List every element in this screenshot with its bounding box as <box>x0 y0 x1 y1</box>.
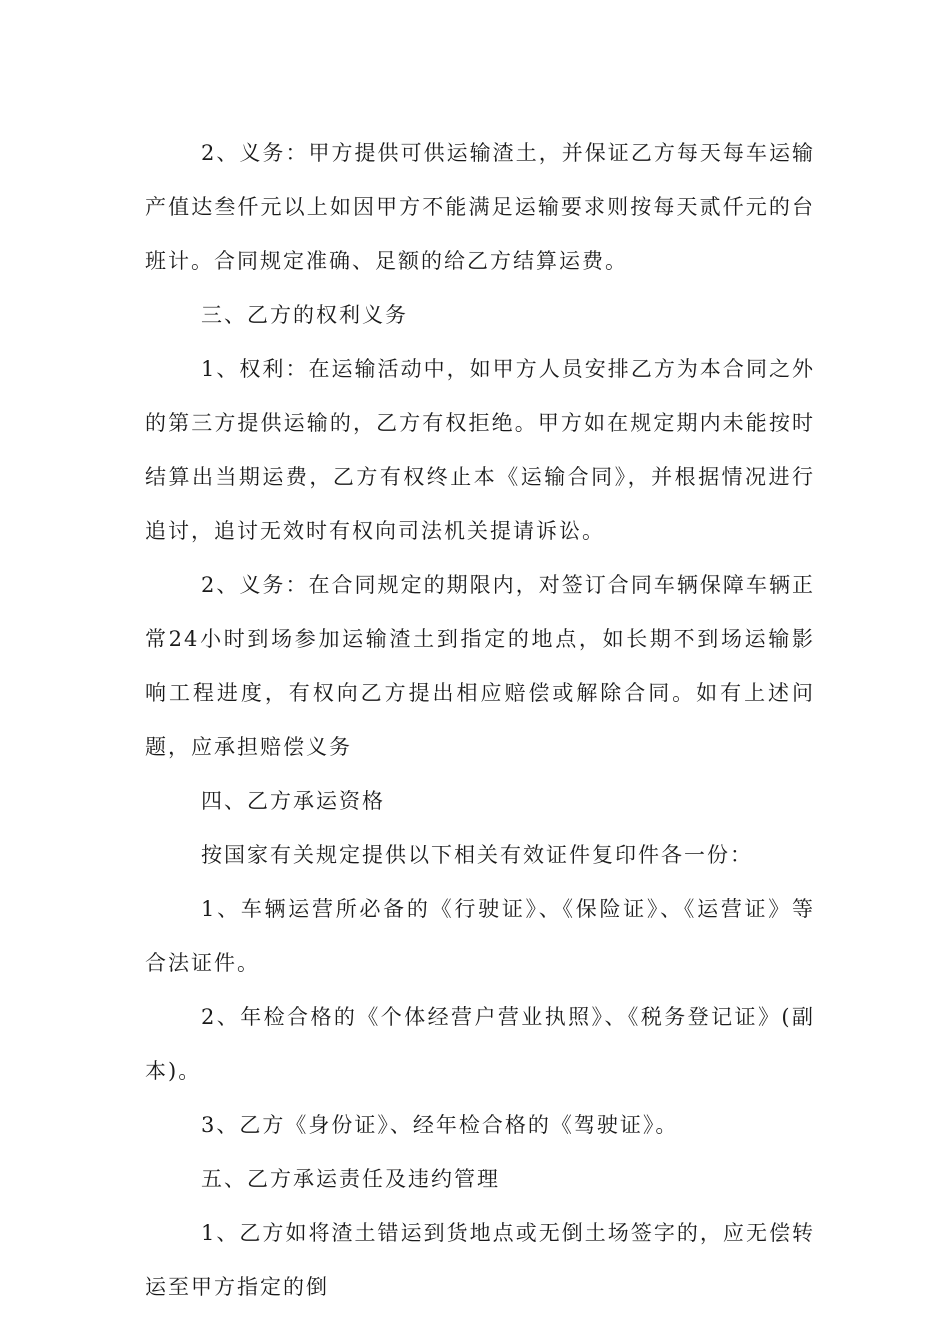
paragraph-doc-item-3: 3、乙方《身份证》、经年检合格的《驾驶证》。 <box>201 1113 679 1137</box>
paragraph-liability-1: 1、乙方如将渣土错运到货地点或无倒土场签字的，应无偿转运至甲方指定的倒 <box>145 1221 815 1299</box>
heading-section-4: 四、乙方承运资格 <box>201 789 385 813</box>
paragraph-obligation-party-b: 2、义务：在合同规定的期限内，对签订合同车辆保障车辆正常24小时到场参加运输渣土到指定的地点，如长期不到场运输影响工程进度，有权向乙方提出相应赔偿或解除合同。如有上述问题，应承担赔偿义务 <box>145 573 815 759</box>
paragraph-rights-party-b: 1、权利：在运输活动中，如甲方人员安排乙方为本合同之外的第三方提供运输的，乙方有权拒绝。甲方如在规定期内未能按时结算出当期运费，乙方有权终止本《运输合同》，并根据情况进行追讨，追讨无效时有权向司法机关提请诉讼。 <box>145 357 815 543</box>
paragraph-doc-item-2: 2、年检合格的《个体经营户营业执照》、《税务登记证》(副本)。 <box>145 1005 815 1083</box>
paragraph-obligation-party-a: 2、义务：甲方提供可供运输渣土，并保证乙方每天每车运输产值达叁仟元以上如因甲方不能满足运输要求则按每天贰仟元的台班计。合同规定准确、足额的给乙方结算运费。 <box>145 141 815 273</box>
heading-section-5: 五、乙方承运责任及违约管理 <box>201 1167 500 1191</box>
heading-section-3: 三、乙方的权利义务 <box>201 303 408 327</box>
paragraph-documents-intro: 按国家有关规定提供以下相关有效证件复印件各一份： <box>201 843 753 867</box>
paragraph-doc-item-1: 1、车辆运营所必备的《行驶证》、《保险证》、《运营证》等合法证件。 <box>145 897 815 975</box>
